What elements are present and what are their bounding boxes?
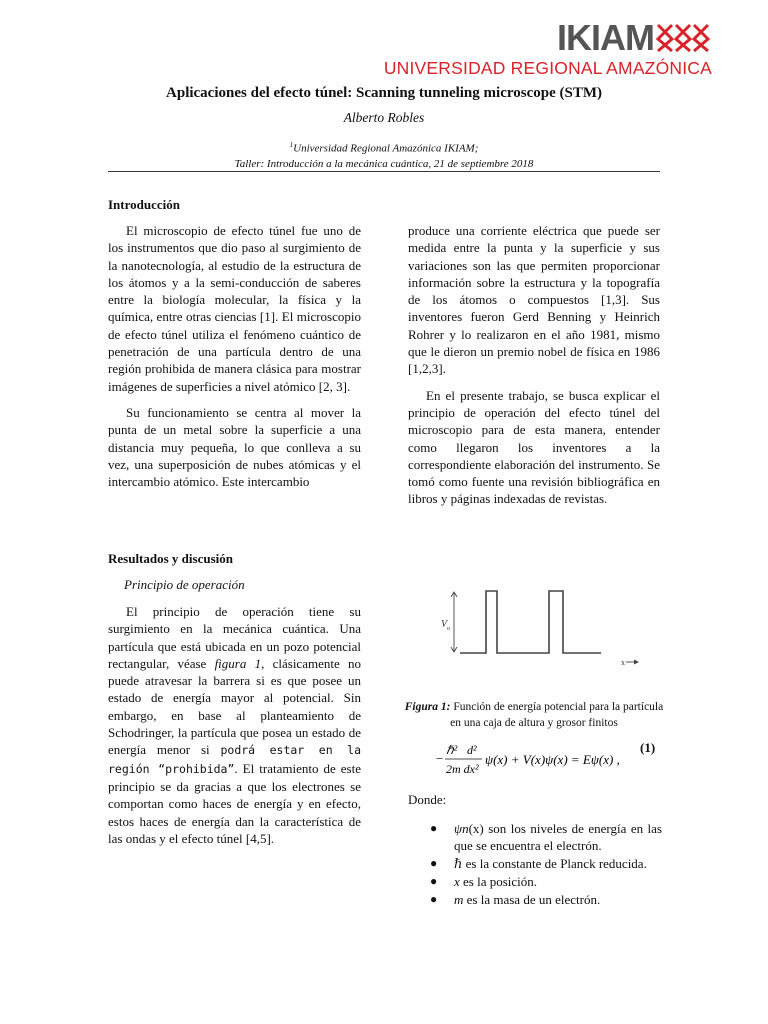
list-item-text: es la posición. <box>459 874 538 889</box>
figure-background <box>408 585 660 690</box>
logo-mark-icon <box>656 23 712 53</box>
results-text-c: . El tratamiento de este principio se da gracias a que los electrones se comportan como haces de energía y en efecto, estos haces de energía dan la característica de las ondas y el efecto túnel [4,5]. <box>108 760 362 846</box>
results-paragraph <box>108 603 361 847</box>
principle-subheading: Principio de operación <box>124 577 245 592</box>
intro-paragraph-2: Su funcionamiento se centra al mover la punta de un metal sobre la superficie a una distancia muy pequeña, lo que conlleva a su vez, una superposición de nubes atómicas y el intercambio atómico. Este intercambio <box>108 404 361 490</box>
figure-caption-text: Función de energía potencial para la partícula en una caja de altura y grosor finitos <box>450 701 664 729</box>
list-item-text: (x) son los niveles de energía en las que se encuentra el electrón. <box>454 821 662 853</box>
ikiam-logo <box>383 17 712 79</box>
affiliation-sup: 1 <box>289 141 294 149</box>
bullet-icon: ● <box>430 821 438 835</box>
v0-subscript: o <box>447 626 450 632</box>
figure-caption-label: Figura 1: <box>404 701 451 713</box>
results-text-mono: podrá estar en la región “prohibida” <box>108 743 361 776</box>
list-item-text: es la constante de Planck reducida. <box>462 856 647 871</box>
intro-paragraph-2-cont: produce una corriente eléctrica que puede ser medida entre la punta y la superficie y sus variaciones son las que permiten proporcionar información sobre la estructura y la topografía de los átomos o compuestos [1,3]. Sus inventores fueron Gerd Benning y Heinrich Rohrer y lo realizaron en el año 1981, mismo que le dieron un premio nobel de física en 1986 [1,2,3]. <box>408 223 660 377</box>
affiliation-line-1: Universidad Regional Amazónica IKIAM; <box>293 142 479 155</box>
list-item-symbol: ψn <box>454 821 469 836</box>
results-heading: Resultados y discusión <box>108 551 233 566</box>
x-axis-label: x <box>621 658 625 667</box>
header-rule <box>108 171 660 172</box>
figure-reference[interactable]: figura 1 <box>214 655 262 671</box>
logo-subtitle: UNIVERSIDAD REGIONAL AMAZÓNICA <box>383 58 712 78</box>
equation-d-squared: d² <box>467 743 477 757</box>
list-item-symbol: x <box>454 874 460 889</box>
list-item-text: es la masa de un electrón. <box>463 892 601 907</box>
intro-heading: Introducción <box>108 197 180 212</box>
equation-minus: − <box>436 751 444 766</box>
list-item <box>430 855 662 872</box>
paper-author: Alberto Robles <box>343 110 425 125</box>
list-item-symbol: ℏ <box>454 856 463 871</box>
paper-title: Aplicaciones del efecto túnel: Scanning tunneling microscope (STM) <box>166 85 602 101</box>
bullet-icon: ● <box>430 874 438 888</box>
equation-denominator: 2m dx² <box>446 762 479 776</box>
bullet-icon: ● <box>430 892 438 906</box>
figure-1-potential-plot <box>408 585 660 690</box>
intro-paragraph-1: El microscopio de efecto túnel fue uno de los instrumentos que dio paso al surgimiento de la nanotecnología, al estudio de la estructura de los átomos y a la semi-conducción de saberes entre la biología molecular, la física y la química, entre otras ciencias [1]. El microscopio de efecto túnel utiliza el fenómeno cuántico de penetración de una partícula dentro de una región prohibida de manera clásica para mostrar imágenes de superficies a nivel atómico [2, 3]. <box>108 223 361 394</box>
list-item <box>430 891 662 908</box>
left-column-intro <box>108 222 361 499</box>
schrodinger-equation <box>436 740 666 780</box>
list-item <box>430 820 662 854</box>
bullet-icon: ● <box>430 856 438 870</box>
left-column-results <box>108 603 361 856</box>
equation-hbar-squared: ℏ² <box>446 743 458 757</box>
variable-list <box>430 820 662 909</box>
equation-rest: ψ(x) + V(x)ψ(x) = Eψ(x) , <box>485 752 620 767</box>
equation-number: (1) <box>640 740 656 755</box>
donde-label: Donde: <box>408 792 447 807</box>
v0-label: V <box>441 619 448 630</box>
results-text-a: El principio de operación tiene su surgimiento en la mecánica cuántica. Una partícula que está ubicada en un pozo potencial rectangular, véase <box>108 604 361 671</box>
logo-word: IKIAM <box>557 17 654 58</box>
list-item <box>430 873 662 890</box>
figure-1-caption <box>400 699 668 731</box>
results-text-b: , clásicamente no puede atravesar la barrera si es que posee un estado de energía mayor al potencial. Sin embargo, en base al planteamiento de Schodringer, la partícula que posea un estado de energía menor si <box>108 655 361 758</box>
intro-paragraph-3: En el presente trabajo, se busca explicar el principio de operación del efecto túnel del microscopio para de esta manera, entender como llegaron los inventores a la correspondiente elaboración del instrumento. Se tomó como fuente una revisión bibliográfica en libros y páginas indexadas de revistas. <box>408 387 660 507</box>
affiliation <box>0 138 768 172</box>
list-item-symbol: m <box>454 892 464 907</box>
right-column-intro <box>408 222 660 517</box>
affiliation-line-2: Taller: Introducción a la mecánica cuántica, 21 de septiembre 2018 <box>234 157 534 170</box>
